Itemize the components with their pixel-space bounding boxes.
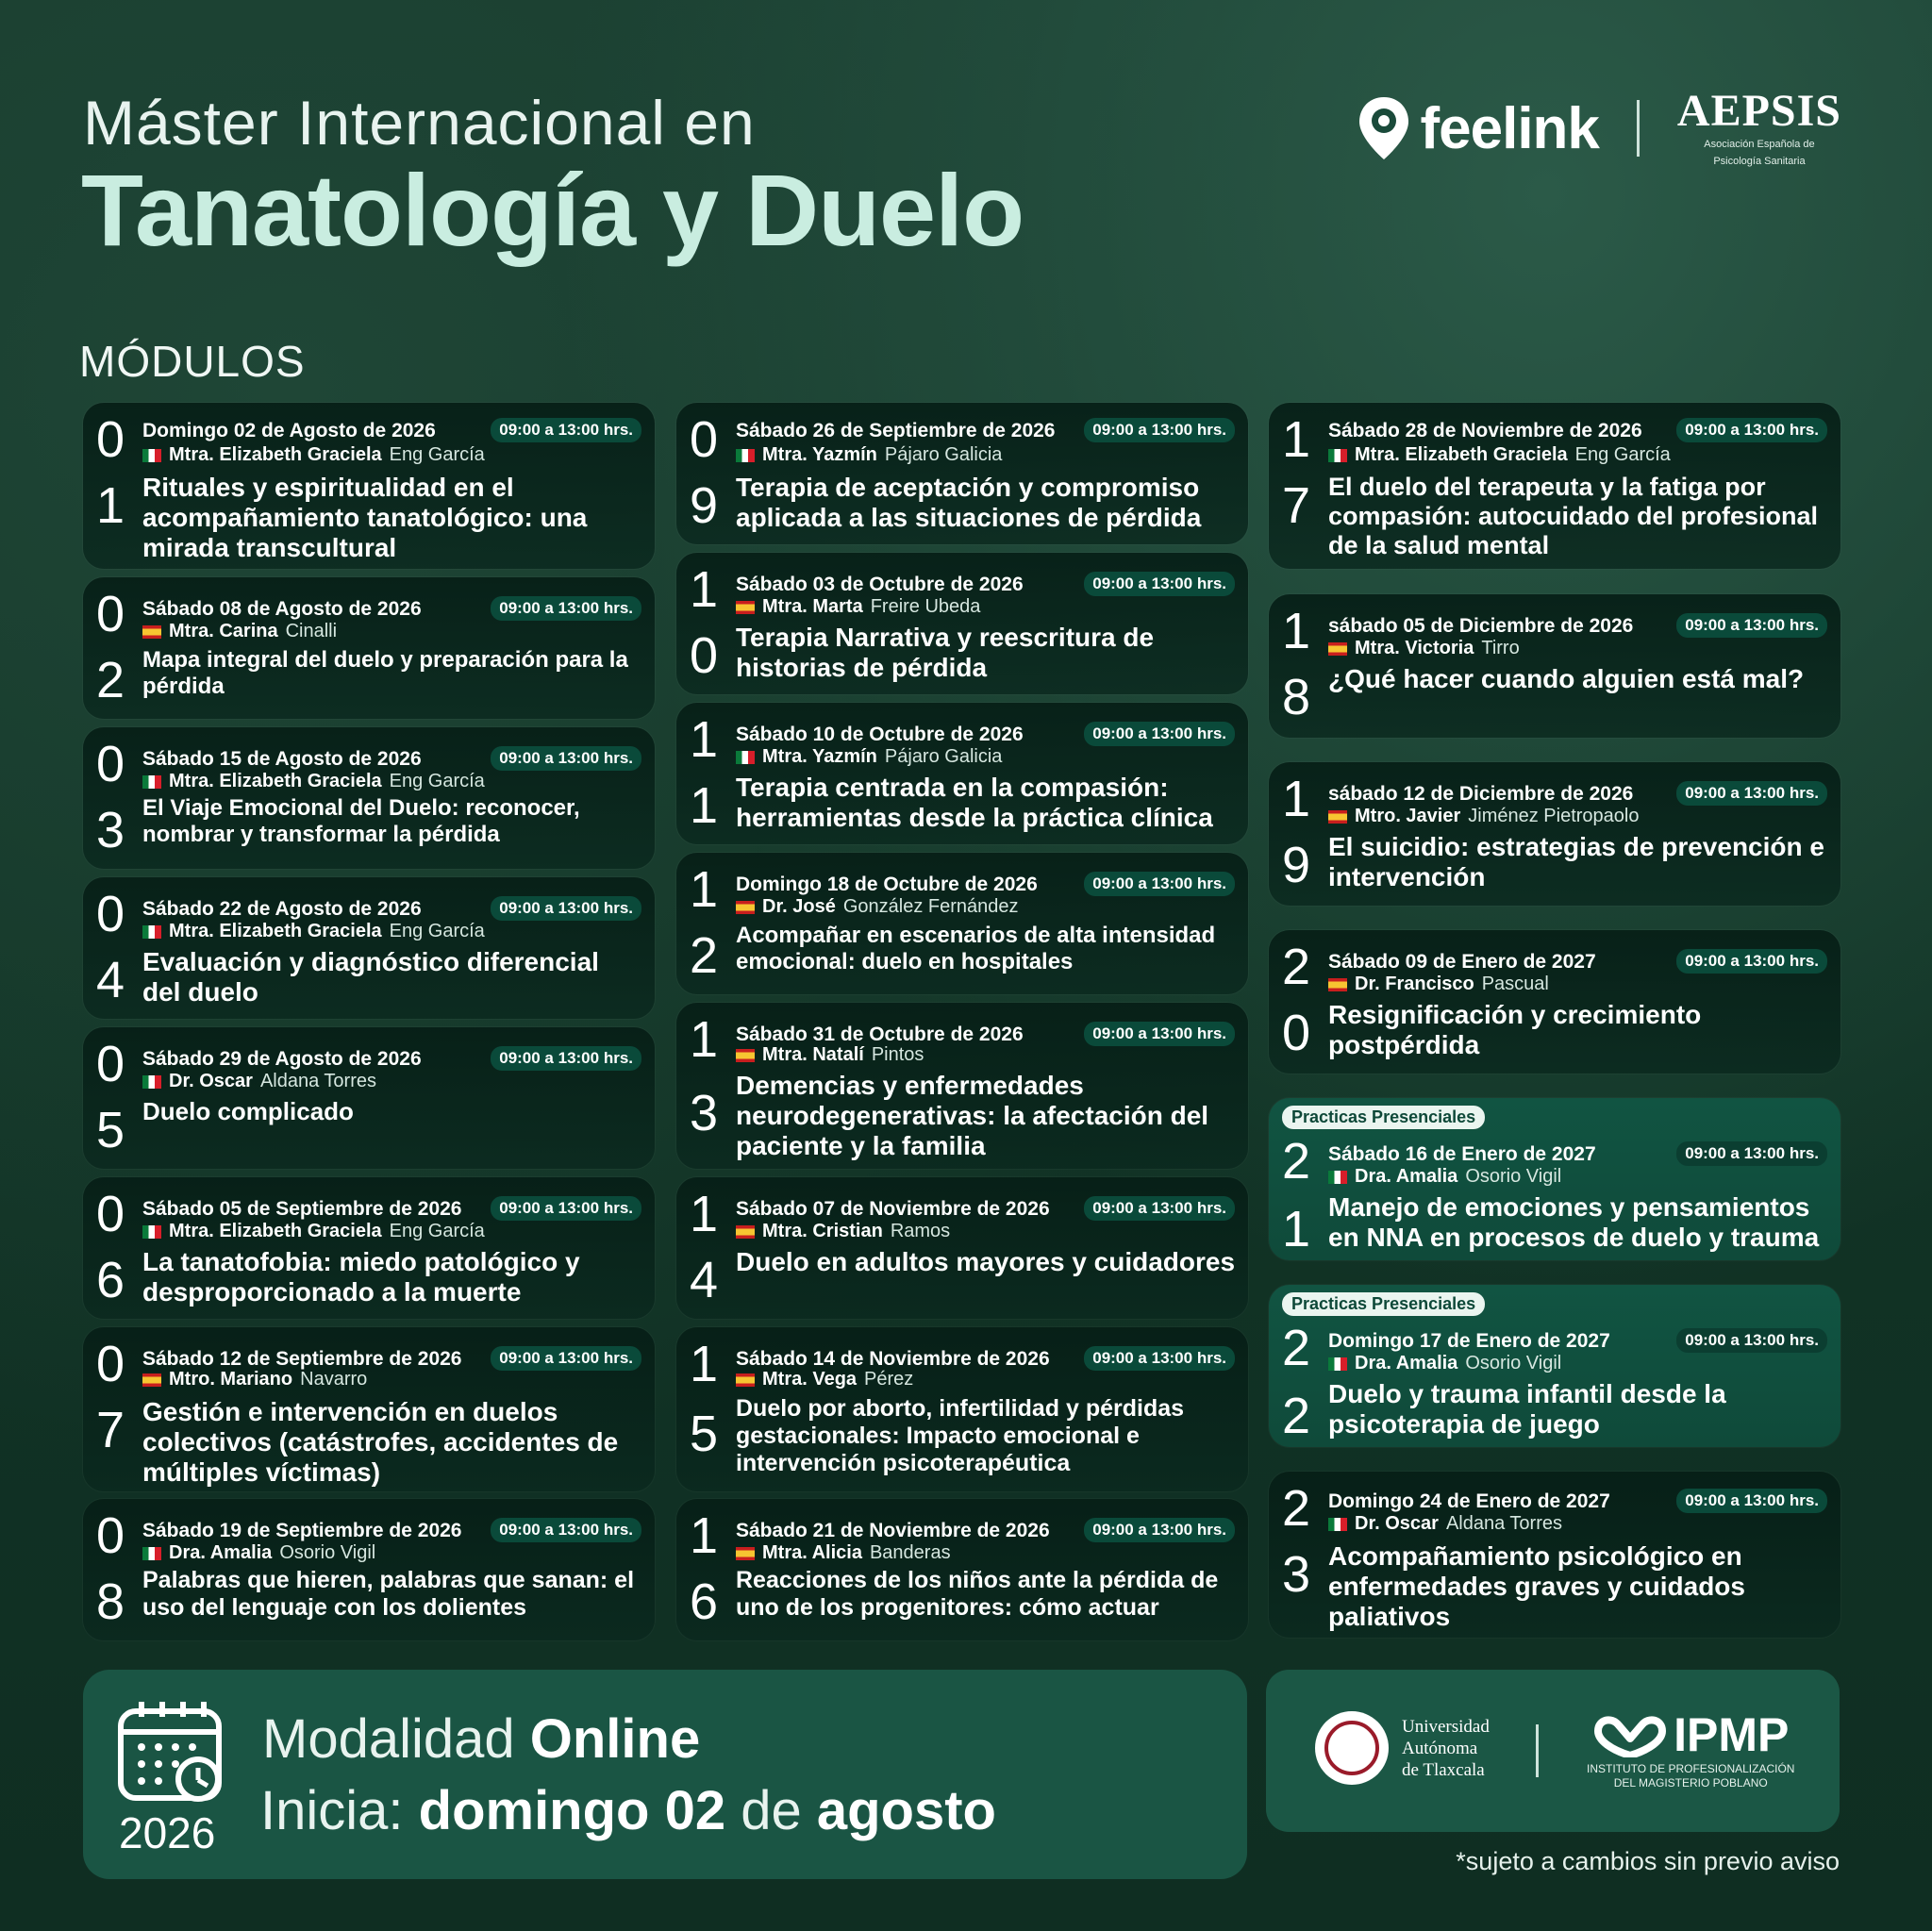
teacher-surname: Pintos	[871, 1044, 924, 1065]
uat-line-2: Autónoma	[1402, 1738, 1478, 1758]
module-card	[1269, 403, 1840, 569]
module-date: Domingo 24 de Enero de 2027	[1328, 1490, 1610, 1512]
modality-line	[262, 1707, 700, 1771]
module-teacher	[736, 1369, 913, 1390]
teacher-surname: Pájaro Galicia	[884, 746, 1003, 767]
module-teacher	[1328, 444, 1671, 466]
start-date-line	[260, 1779, 996, 1842]
teacher-surname: Aldana Torres	[259, 1071, 376, 1091]
institutions-panel	[1266, 1670, 1840, 1832]
teacher-name: Mtra. Vega	[762, 1369, 858, 1390]
module-number-digit-1: 0	[95, 1186, 125, 1242]
teacher-surname: Pájaro Galicia	[884, 444, 1003, 465]
module-topic: Resignificación y crecimiento postpérdida	[1328, 1000, 1702, 1059]
module-topic: Manejo de emociones y pensamientos en NNA en procesos de duelo y trauma	[1328, 1192, 1820, 1252]
module-topic: El duelo del terapeuta y la fatiga por compasión: autocuidado del profesional de la salud mental	[1328, 473, 1819, 559]
module-topic: La tanatofobia: miedo patológico y desproporcionado a la muerte	[142, 1247, 580, 1307]
page-title: Tanatología y Duelo	[81, 153, 1024, 267]
teacher-surname: Eng García	[389, 921, 485, 941]
module-number-digit-2: 7	[95, 1402, 125, 1458]
teacher-name: Mtra. Elizabeth Graciela	[169, 444, 382, 465]
module-card	[83, 1327, 655, 1491]
module-date: Sábado 09 de Enero de 2027	[1328, 951, 1596, 973]
spain-flag-icon	[736, 1049, 755, 1062]
module-number-digit-2: 5	[689, 1406, 719, 1462]
teacher-surname: Eng García	[389, 1221, 485, 1241]
module-date: Domingo 18 de Octubre de 2026	[736, 874, 1038, 895]
module-number-digit-2: 1	[95, 477, 125, 534]
module-card	[83, 403, 655, 569]
module-time-badge: 09:00 a 13:00 hrs.	[491, 1046, 641, 1071]
module-date: Sábado 16 de Enero de 2027	[1328, 1143, 1596, 1165]
uat-logo	[1315, 1711, 1490, 1785]
module-date: Sábado 28 de Noviembre de 2026	[1328, 420, 1642, 441]
uat-wordmark	[1402, 1716, 1490, 1781]
start-month: agosto	[816, 1780, 996, 1841]
uat-seal-icon	[1315, 1711, 1389, 1785]
module-date: Sábado 21 de Noviembre de 2026	[736, 1520, 1050, 1541]
logo-divider	[1637, 100, 1640, 157]
mexico-flag-icon	[736, 751, 755, 764]
teacher-surname: Tirro	[1481, 638, 1520, 658]
teacher-name: Dr. Oscar	[169, 1071, 253, 1091]
teacher-name: Mtra. Elizabeth Graciela	[1355, 444, 1568, 465]
ipmp-subtitle-1: INSTITUTO DE PROFESIONALIZACIÓN	[1587, 1762, 1795, 1775]
module-number-digit-1: 0	[95, 736, 125, 792]
modality-label: Modalidad	[262, 1708, 515, 1770]
module-time-badge: 09:00 a 13:00 hrs.	[1084, 1022, 1235, 1046]
module-number-digit-1: 0	[95, 586, 125, 642]
module-time-badge: 09:00 a 13:00 hrs.	[1084, 722, 1235, 746]
module-number-digit-2: 6	[95, 1252, 125, 1308]
module-date: Sábado 07 de Noviembre de 2026	[736, 1198, 1050, 1220]
mexico-flag-icon	[142, 775, 161, 789]
module-card	[1269, 762, 1840, 906]
module-topic: Mapa integral del duelo y preparación para la pérdida	[142, 647, 628, 699]
module-card	[1269, 1472, 1840, 1638]
teacher-name: Dra. Amalia	[1355, 1353, 1458, 1373]
module-number-digit-2: 2	[1281, 1388, 1311, 1444]
module-teacher	[142, 1221, 485, 1242]
spain-flag-icon	[142, 625, 161, 639]
module-date: Sábado 15 de Agosto de 2026	[142, 748, 422, 770]
teacher-surname: Banderas	[869, 1542, 951, 1563]
module-topic: Rituales y espiritualidad en el acompañamiento tanatológico: una mirada transcultural	[142, 473, 588, 562]
module-number-digit-2: 3	[689, 1085, 719, 1141]
mexico-flag-icon	[142, 1225, 161, 1239]
module-time-badge: 09:00 a 13:00 hrs.	[1676, 1141, 1827, 1166]
teacher-name: Dr. Oscar	[1355, 1513, 1439, 1534]
module-number-digit-2: 9	[1281, 837, 1311, 893]
feelink-logo	[1357, 95, 1599, 162]
teacher-name: Mtra. Alicia	[762, 1542, 862, 1563]
module-card	[676, 853, 1248, 994]
module-number-digit-2: 6	[689, 1573, 719, 1630]
start-de: de	[741, 1780, 802, 1841]
module-date: Sábado 12 de Septiembre de 2026	[142, 1348, 462, 1370]
start-label: Inicia:	[260, 1780, 404, 1841]
module-time-badge: 09:00 a 13:00 hrs.	[491, 896, 641, 921]
module-number-digit-1: 0	[95, 1336, 125, 1392]
module-card	[676, 553, 1248, 694]
teacher-name: Mtra. Cristian	[762, 1221, 883, 1241]
module-number-digit-1: 0	[689, 411, 719, 468]
module-teacher	[1328, 1166, 1561, 1188]
teacher-name: Mtra. Yazmín	[762, 746, 877, 767]
module-card	[676, 1499, 1248, 1640]
year-label: 2026	[119, 1808, 216, 1857]
mexico-flag-icon	[1328, 1357, 1347, 1371]
module-number-digit-2: 4	[95, 952, 125, 1008]
module-topic: El Viaje Emocional del Duelo: reconocer, nombrar y transformar la pérdida	[142, 795, 580, 847]
module-teacher	[142, 771, 485, 792]
teacher-surname: Navarro	[300, 1369, 368, 1390]
location-pin-icon	[1357, 95, 1411, 161]
module-date: Sábado 08 de Agosto de 2026	[142, 598, 422, 620]
module-number-digit-1: 0	[95, 1036, 125, 1092]
heart-hands-icon	[1592, 1712, 1668, 1757]
module-date: Domingo 17 de Enero de 2027	[1328, 1330, 1610, 1352]
module-teacher	[1328, 1513, 1562, 1535]
module-topic: Demencias y enfermedades neurodegenerativas: la afectación del paciente y la familia	[736, 1071, 1209, 1160]
mexico-flag-icon	[142, 1547, 161, 1560]
module-date: Domingo 02 de Agosto de 2026	[142, 420, 436, 441]
module-number-digit-2: 0	[1281, 1005, 1311, 1061]
module-card	[83, 1177, 655, 1319]
module-card	[676, 1327, 1248, 1491]
module-number-digit-1: 0	[95, 886, 125, 942]
partner-logos	[1357, 86, 1842, 168]
module-time-badge: 09:00 a 13:00 hrs.	[1084, 418, 1235, 442]
module-number-digit-2: 8	[95, 1573, 125, 1630]
module-time-badge: 09:00 a 13:00 hrs.	[1676, 418, 1827, 442]
module-number-digit-1: 2	[1281, 1480, 1311, 1537]
module-number-digit-1: 1	[1281, 603, 1311, 659]
in-person-badge: Practicas Presenciales	[1282, 1292, 1485, 1316]
teacher-name: Mtra. Natalí	[762, 1044, 864, 1065]
module-time-badge: 09:00 a 13:00 hrs.	[1676, 1328, 1827, 1353]
module-teacher	[142, 621, 337, 642]
module-topic: Terapia Narrativa y reescritura de historias de pérdida	[736, 623, 1155, 682]
module-number-digit-1: 2	[1281, 939, 1311, 995]
module-card	[83, 877, 655, 1019]
uat-line-3: de Tlaxcala	[1402, 1759, 1485, 1780]
teacher-name: Dra. Amalia	[169, 1542, 273, 1563]
teacher-surname: Osorio Vigil	[279, 1542, 376, 1563]
disclaimer-note: *sujeto a cambios sin previo aviso	[1456, 1847, 1840, 1875]
module-topic: Palabras que hieren, palabras que sanan: el uso del lenguaje con los dolientes	[142, 1567, 635, 1621]
module-teacher	[736, 596, 980, 618]
module-time-badge: 09:00 a 13:00 hrs.	[1676, 613, 1827, 638]
mexico-flag-icon	[1328, 449, 1347, 462]
teacher-name: Mtro. Mariano	[169, 1369, 293, 1390]
module-topic: Acompañamiento psicológico en enfermedades graves y cuidados paliativos	[1328, 1541, 1745, 1631]
teacher-name: Dr. Francisco	[1355, 974, 1474, 994]
teacher-surname: Jiménez Pietropaolo	[1468, 806, 1640, 826]
feelink-wordmark: feelink	[1420, 95, 1599, 161]
teacher-surname: Osorio Vigil	[1465, 1166, 1562, 1187]
module-teacher	[736, 1044, 924, 1066]
module-date: Sábado 05 de Septiembre de 2026	[142, 1198, 462, 1220]
module-topic: Duelo complicado	[142, 1097, 354, 1125]
spain-flag-icon	[1328, 810, 1347, 824]
mexico-flag-icon	[142, 1075, 161, 1089]
mexico-flag-icon	[142, 449, 161, 462]
teacher-name: Mtra. Victoria	[1355, 638, 1474, 658]
module-time-badge: 09:00 a 13:00 hrs.	[491, 1196, 641, 1221]
module-card	[676, 403, 1248, 544]
teacher-surname: Eng García	[1574, 444, 1671, 465]
module-date: Sábado 10 de Octubre de 2026	[736, 724, 1024, 745]
ipmp-wordmark-row	[1587, 1707, 1794, 1762]
teacher-name: Dra. Amalia	[1355, 1166, 1458, 1187]
module-card	[676, 703, 1248, 844]
uat-line-1: Universidad	[1402, 1716, 1490, 1737]
module-number-digit-2: 0	[689, 627, 719, 684]
module-topic: Duelo y trauma infantil desde la psicoterapia de juego	[1328, 1379, 1726, 1439]
teacher-surname: Osorio Vigil	[1465, 1353, 1562, 1373]
module-card	[676, 1003, 1248, 1169]
module-time-badge: 09:00 a 13:00 hrs.	[491, 1346, 641, 1371]
module-number-digit-2: 9	[689, 477, 719, 534]
module-time-badge: 09:00 a 13:00 hrs.	[1676, 1489, 1827, 1513]
module-topic: Terapia centrada en la compasión: herramientas desde la práctica clínica	[736, 773, 1213, 832]
module-number-digit-1: 1	[689, 711, 719, 768]
spain-flag-icon	[736, 901, 755, 914]
spain-flag-icon	[736, 601, 755, 614]
teacher-surname: Eng García	[389, 444, 485, 465]
module-teacher	[736, 1221, 950, 1242]
module-teacher	[1328, 638, 1520, 659]
module-topic: Gestión e intervención en duelos colectivos (catástrofes, accidentes de múltiples víctimas)	[142, 1397, 619, 1487]
module-time-badge: 09:00 a 13:00 hrs.	[1084, 1518, 1235, 1542]
teacher-name: Mtra. Elizabeth Graciela	[169, 1221, 382, 1241]
module-date: Sábado 19 de Septiembre de 2026	[142, 1520, 462, 1541]
spain-flag-icon	[142, 1373, 161, 1387]
module-teacher	[736, 746, 1002, 768]
module-number-digit-1: 1	[1281, 771, 1311, 827]
spain-flag-icon	[736, 1373, 755, 1387]
module-topic: Acompañar en escenarios de alta intensidad emocional: duelo en hospitales	[736, 923, 1216, 974]
teacher-surname: Cinalli	[285, 621, 338, 641]
module-number-digit-2: 5	[95, 1102, 125, 1158]
module-card	[83, 727, 655, 869]
module-teacher	[142, 1542, 375, 1564]
ipmp-logo	[1587, 1707, 1794, 1790]
section-heading: MÓDULOS	[79, 337, 306, 386]
teacher-surname: Freire Ubeda	[870, 596, 981, 617]
spain-flag-icon	[1328, 642, 1347, 656]
module-number-digit-1: 1	[689, 1186, 719, 1242]
mexico-flag-icon	[1328, 1518, 1347, 1531]
module-date: Sábado 26 de Septiembre de 2026	[736, 420, 1056, 441]
module-number-digit-2: 8	[1281, 669, 1311, 725]
module-card	[1269, 1098, 1840, 1260]
module-topic: Evaluación y diagnóstico diferencial del duelo	[142, 947, 599, 1007]
module-number-digit-1: 1	[689, 1507, 719, 1564]
mexico-flag-icon	[1328, 1171, 1347, 1184]
teacher-surname: González Fernández	[842, 896, 1019, 917]
module-date: Sábado 29 de Agosto de 2026	[142, 1048, 422, 1070]
module-number-digit-2: 3	[95, 802, 125, 858]
module-number-digit-1: 1	[689, 1336, 719, 1392]
module-card	[83, 1499, 655, 1640]
module-teacher	[736, 896, 1019, 918]
spain-flag-icon	[1328, 978, 1347, 991]
module-teacher	[142, 444, 485, 466]
module-topic: ¿Qué hacer cuando alguien está mal?	[1328, 664, 1805, 693]
module-number-digit-2: 1	[1281, 1201, 1311, 1257]
module-topic: El suicidio: estrategias de prevención e intervención	[1328, 832, 1824, 891]
modality-panel	[83, 1670, 1247, 1879]
module-topic: Duelo en adultos mayores y cuidadores	[736, 1247, 1236, 1276]
module-number-digit-1: 1	[689, 561, 719, 618]
spain-flag-icon	[736, 1225, 755, 1239]
module-date: Sábado 14 de Noviembre de 2026	[736, 1348, 1050, 1370]
module-teacher	[736, 444, 1002, 466]
module-teacher	[736, 1542, 951, 1564]
module-number-digit-2: 2	[689, 927, 719, 984]
module-time-badge: 09:00 a 13:00 hrs.	[491, 596, 641, 621]
module-number-digit-2: 7	[1281, 477, 1311, 534]
module-date: Sábado 03 de Octubre de 2026	[736, 574, 1024, 595]
module-teacher	[142, 921, 485, 942]
module-card	[1269, 930, 1840, 1074]
teacher-name: Mtra. Elizabeth Graciela	[169, 771, 382, 791]
module-teacher	[142, 1071, 376, 1092]
module-card	[676, 1177, 1248, 1319]
module-topic: Terapia de aceptación y compromiso aplicada a las situaciones de pérdida	[736, 473, 1202, 532]
module-teacher	[1328, 1353, 1561, 1374]
mexico-flag-icon	[142, 925, 161, 939]
module-topic: Reacciones de los niños ante la pérdida de uno de los progenitores: cómo actuar	[736, 1567, 1219, 1621]
module-time-badge: 09:00 a 13:00 hrs.	[1676, 949, 1827, 974]
module-topic: Duelo por aborto, infertilidad y pérdidas gestacionales: Impacto emocional e intervención psicoterapéutica	[736, 1395, 1185, 1476]
teacher-surname: Pascual	[1481, 974, 1549, 994]
logo-divider	[1536, 1724, 1539, 1777]
module-time-badge: 09:00 a 13:00 hrs.	[1676, 781, 1827, 806]
aepsis-subtitle-1: Asociación Española de	[1704, 139, 1815, 150]
modality-value: Online	[529, 1708, 701, 1770]
aepsis-subtitle-2: Psicología Sanitaria	[1713, 156, 1806, 167]
module-time-badge: 09:00 a 13:00 hrs.	[1084, 572, 1235, 596]
module-time-badge: 09:00 a 13:00 hrs.	[1084, 1346, 1235, 1371]
ipmp-subtitle-2: DEL MAGISTERIO POBLANO	[1613, 1776, 1768, 1790]
module-number-digit-1: 1	[1281, 411, 1311, 468]
module-card	[83, 577, 655, 719]
in-person-badge: Practicas Presenciales	[1282, 1106, 1485, 1129]
module-date: sábado 05 de Diciembre de 2026	[1328, 615, 1634, 637]
module-date: Sábado 22 de Agosto de 2026	[142, 898, 422, 920]
module-card	[1269, 594, 1840, 738]
teacher-name: Mtra. Carina	[169, 621, 278, 641]
calendar-clock-icon	[117, 1698, 226, 1804]
ipmp-name: IPMP	[1674, 1708, 1790, 1761]
module-number-digit-2: 2	[95, 652, 125, 708]
teacher-name: Mtra. Yazmín	[762, 444, 877, 465]
module-number-digit-1: 2	[1281, 1133, 1311, 1190]
teacher-name: Dr. José	[762, 896, 836, 917]
spain-flag-icon	[736, 1547, 755, 1560]
module-time-badge: 09:00 a 13:00 hrs.	[1084, 1196, 1235, 1221]
module-teacher	[142, 1369, 367, 1390]
module-time-badge: 09:00 a 13:00 hrs.	[491, 418, 641, 442]
module-number-digit-2: 1	[689, 777, 719, 834]
title-subheading: Máster Internacional en	[83, 88, 756, 158]
teacher-surname: Eng García	[389, 771, 485, 791]
module-card	[83, 1027, 655, 1169]
module-teacher	[1328, 974, 1549, 995]
module-card	[1269, 1285, 1840, 1447]
teacher-name: Mtra. Elizabeth Graciela	[169, 921, 382, 941]
module-number-digit-1: 0	[95, 1507, 125, 1564]
module-time-badge: 09:00 a 13:00 hrs.	[1084, 872, 1235, 896]
aepsis-wordmark: AEPSIS	[1676, 86, 1841, 136]
module-time-badge: 09:00 a 13:00 hrs.	[491, 746, 641, 771]
teacher-name: Mtra. Marta	[762, 596, 863, 617]
module-number-digit-1: 1	[689, 1011, 719, 1068]
module-number-digit-1: 0	[95, 411, 125, 468]
module-number-digit-1: 2	[1281, 1320, 1311, 1376]
module-time-badge: 09:00 a 13:00 hrs.	[491, 1518, 641, 1542]
mexico-flag-icon	[736, 449, 755, 462]
teacher-name: Mtro. Javier	[1355, 806, 1461, 826]
aepsis-logo	[1676, 86, 1841, 168]
teacher-surname: Pérez	[864, 1369, 914, 1390]
module-date: sábado 12 de Diciembre de 2026	[1328, 783, 1634, 805]
module-date: Sábado 31 de Octubre de 2026	[736, 1024, 1024, 1045]
module-number-digit-2: 3	[1281, 1546, 1311, 1603]
module-teacher	[1328, 806, 1639, 827]
module-number-digit-2: 4	[689, 1252, 719, 1308]
module-number-digit-1: 1	[689, 861, 719, 918]
teacher-surname: Aldana Torres	[1445, 1513, 1562, 1534]
start-day: domingo 02	[418, 1780, 726, 1841]
teacher-surname: Ramos	[890, 1221, 951, 1241]
